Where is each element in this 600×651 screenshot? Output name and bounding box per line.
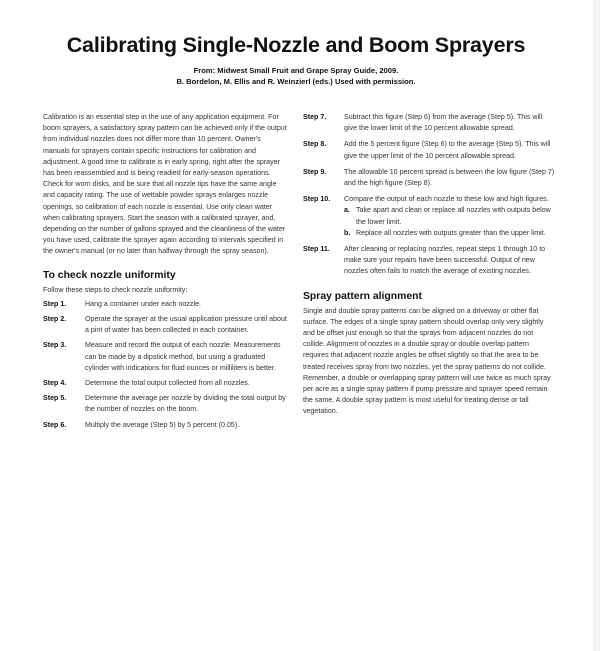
step-10-text: Compare the output of each nozzle to these low and high figures.: [344, 195, 549, 204]
page-edge: [593, 0, 600, 651]
step-text: Operate the sprayer at the usual application pressure until about a pint of water has been collected in each container.: [85, 315, 287, 335]
right-column: [303, 112, 555, 418]
alignment-heading: Spray pattern alignment: [303, 290, 422, 302]
step-label: Step 6.: [43, 420, 67, 429]
step-label: Step 8.: [303, 140, 327, 149]
source-line-2: B. Bordelon, M. Ellis and R. Weinzierl (eds.) Used with permission.: [176, 77, 416, 86]
left-column: [43, 112, 289, 431]
step-3: [43, 340, 289, 374]
uniformity-heading: To check nozzle uniformity: [43, 269, 176, 281]
step-label: Step 2.: [43, 315, 67, 324]
step-text: Subtract this figure (Step 6) from the average (Step 5). This will give the lower limit of the 10 percent allowable spread.: [344, 113, 543, 133]
step-label: Step 5.: [43, 394, 67, 403]
step-label: Step 9.: [303, 167, 327, 176]
substep-label: b.: [344, 228, 351, 237]
step-6: [43, 420, 289, 431]
step-label: Step 10.: [303, 195, 331, 204]
substep-text: Replace all nozzles with outputs greater than the upper limit.: [356, 228, 546, 237]
step-text: Measure and record the output of each nozzle. Measurements can be made by a dipstick method, but using a graduated cylinder with indications for fluid ounces or milliliters is better.: [85, 341, 281, 372]
substep-b: [344, 228, 555, 239]
intro-paragraph: Calibration is an essential step in the use of any application equipment. For boom sprayers, a satisfactory spray pattern can be achieved only if the output from individual nozzles does not differ more than 10 percent. Owner's manuals for sprayers contain specific instructions for calibration and adjustment. A good time to calibrate is in early spring, right after the sprayer has been reassembled and is being readied for early-season operations. Check for worn disks, and be sure that all nozzle tips have the same angle and capacity rating. The use of wettable powder sprays enlarges nozzle openings, so calibration of each nozzle is essential. Use only clean water when calibrating sprayers. Start the season with a calibrated sprayer, and, depending on the number of gallons sprayed and the cleanliness of the water you have used, calibrate the sprayer again according to intervals specified in the owner's manual (or no later than halfway through the spray season).: [43, 113, 287, 256]
substep-text: Take apart and clean or replace all nozzles with outputs below the lower limit.: [356, 206, 551, 226]
source-line-1: From: Midwest Small Fruit and Grape Spray Guide, 2009.: [193, 66, 399, 75]
step-text: [344, 194, 555, 239]
substep-label: a.: [344, 206, 350, 215]
step-text: Hang a container under each nozzle.: [85, 299, 201, 308]
step-text: Determine the average per nozzle by dividing the total output by the number of nozzles on the boom.: [85, 394, 286, 414]
step-text: The allowable 10 percent spread is between the low figure (Step 7) and the high figure (Step 8).: [344, 167, 555, 188]
step-2: [43, 314, 289, 336]
step-label: Step 1.: [43, 299, 67, 308]
step-label: Step 3.: [43, 341, 67, 350]
step-10: [303, 194, 555, 239]
step-4: [43, 378, 289, 389]
step-text: Add the 5 percent figure (Step 6) to the average (Step 5). This will give the upper limit of the 10 percent allowable spread.: [344, 140, 551, 160]
step-5: [43, 393, 289, 415]
alignment-paragraph: Single and double spray patterns can be aligned on a driveway or other flat surface. The edges of a single spray pattern should overlap only very slightly and be offset just enough so that the sprays from adjacent nozzles do not collide. Alignment of nozzles in a double spray or double overlap pattern requires that adjacent nozzle angles be offset slightly so that the area to be treated receives spray from two nozzles, yet the spray patterns do not collide. Remember, a double or overlapping spray pattern will use twice as much spray per acre as a single spray pattern if pump pressure and sprayer speed remain the same. A double spray pattern is most useful for treating dense or tall vegetation.: [303, 306, 551, 416]
step-label: Step 7.: [303, 113, 327, 121]
step-11: [303, 244, 555, 278]
step-text: Determine the total output collected from all nozzles.: [85, 379, 250, 388]
step-text: After cleaning or replacing nozzles, repeat steps 1 through 10 to make sure your repairs have been successful. Output of new nozzles often fails to match the average of existing nozzles.: [344, 245, 546, 276]
step-1: [43, 299, 289, 310]
substep-a: [344, 205, 555, 227]
step-label: Step 11.: [303, 245, 330, 254]
step-9: [303, 167, 555, 189]
page-title: Calibrating Single-Nozzle and Boom Sprayers: [66, 33, 526, 57]
step-label: Step 4.: [43, 379, 67, 388]
step-8: [303, 139, 555, 161]
uniformity-intro: Follow these steps to check nozzle uniformity:: [43, 285, 188, 294]
step-text: Multiply the average (Step 5) by 5 percent (0.05).: [85, 420, 240, 429]
step-7: [303, 112, 555, 134]
